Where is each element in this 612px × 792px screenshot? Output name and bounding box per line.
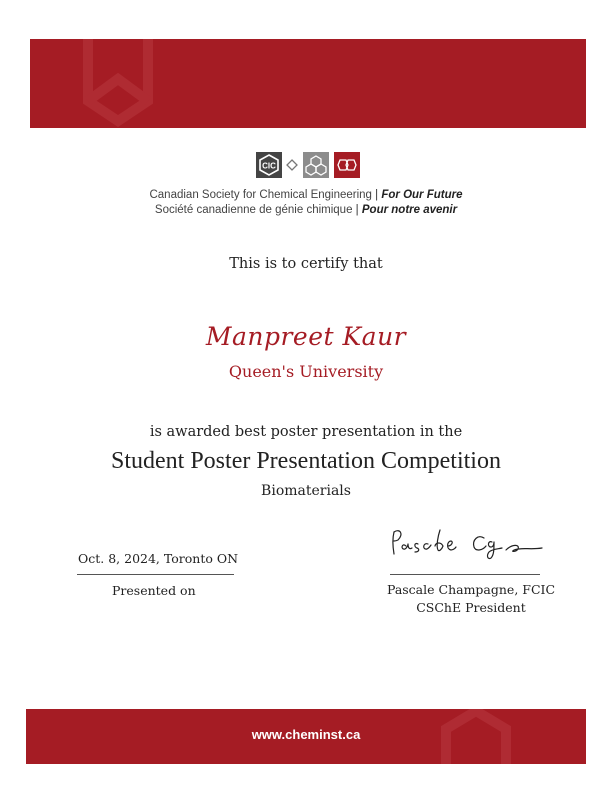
svg-text:CIC: CIC <box>262 161 276 171</box>
signatory-title: CSChE President <box>416 600 526 615</box>
signature-line <box>390 574 540 575</box>
separator: | <box>375 189 379 201</box>
website-link[interactable]: www.cheminst.ca <box>251 727 361 742</box>
signature-image <box>388 522 548 564</box>
tagline-fr: Pour notre avenir <box>361 204 458 216</box>
date-underline <box>77 574 234 575</box>
header-banner <box>30 39 586 128</box>
society-name-fr <box>0 204 612 216</box>
society-name-en <box>0 189 612 201</box>
competition-title: Student Poster Presentation Competition <box>111 448 501 474</box>
society-name-en-text: Canadian Society for Chemical Engineering <box>149 189 372 201</box>
certify-intro: This is to certify that <box>229 256 383 272</box>
signatory-name: Pascale Champagne, FCIC <box>386 582 556 597</box>
presentation-date: Oct. 8, 2024, Toronto ON <box>78 551 239 566</box>
banner-pattern-icon <box>30 39 586 128</box>
recipient-institution: Queen's University <box>228 362 384 381</box>
csct-logo-icon <box>334 152 360 178</box>
separator: | <box>355 204 359 216</box>
society-name-fr-text: Société canadienne de génie chimique <box>154 204 353 216</box>
diamond-icon <box>287 160 297 170</box>
recipient-name: Manpreet Kaur <box>205 322 407 351</box>
tagline-en: For Our Future <box>381 189 463 201</box>
competition-category: Biomaterials <box>261 483 351 499</box>
society-logos <box>256 152 362 178</box>
cic-logo-icon <box>256 152 282 178</box>
award-text: is awarded best poster presentation in the <box>149 424 463 440</box>
presented-on-label: Presented on <box>112 583 196 598</box>
csche-hexagon-logo-icon <box>303 152 329 178</box>
footer-banner <box>26 709 586 764</box>
